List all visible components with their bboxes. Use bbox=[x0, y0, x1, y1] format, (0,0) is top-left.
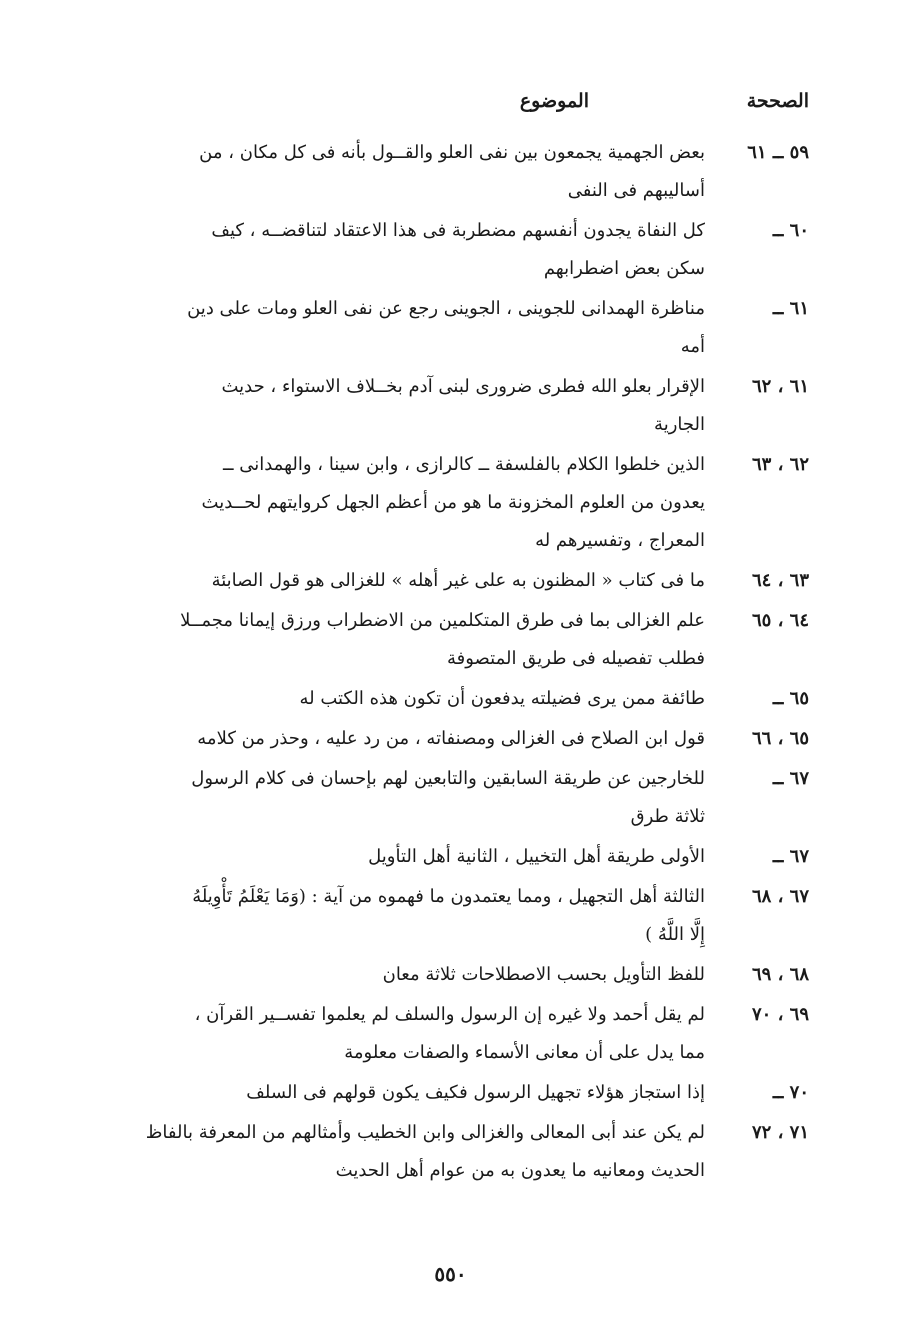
entry-page-range: ٦١ ، ٦٢ bbox=[751, 376, 809, 397]
entry-page-range: ٦٤ ، ٦٥ bbox=[751, 610, 809, 631]
entry-topic-line: إذا استجاز هؤلاء تجهيل الرسول فكيف يكون قولهم فى السلف bbox=[246, 1082, 705, 1103]
entry-topic-line: لم يكن عند أبى المعالى والغزالى وابن الخطيب وأمثالهم من المعرفة بالفاظ bbox=[145, 1122, 705, 1143]
entry-topic-line: لم يقل أحمد ولا غيره إن الرسول والسلف لم يعلموا تفســير القرآن ، bbox=[194, 1004, 705, 1025]
topic-column-heading: الموضوع bbox=[519, 90, 589, 112]
index-entry bbox=[89, 760, 809, 836]
page-number: ٥٥٠ bbox=[434, 1262, 467, 1286]
entry-topic-line: بعض الجهمية يجمعون بين نفى العلو والقــول بأنه فى كل مكان ، من bbox=[199, 142, 705, 163]
entry-topic bbox=[89, 760, 705, 836]
entry-page-range: ٦٥ ــ bbox=[772, 688, 809, 709]
index-entry bbox=[89, 368, 809, 444]
entry-topic-line: قول ابن الصلاح فى الغزالى ومصنفاته ، من رد عليه ، وحذر من كلامه bbox=[197, 728, 705, 749]
index-entry bbox=[89, 996, 809, 1072]
index-entry bbox=[89, 956, 809, 994]
entry-page-range: ٦٧ ــ bbox=[772, 846, 809, 867]
entry-topic bbox=[89, 838, 705, 876]
index-entry bbox=[89, 602, 809, 678]
entry-topic-line: سكن بعض اضطرابهم bbox=[543, 258, 705, 279]
entry-topic-line: الحديث ومعانيه ما يعدون به من عوام أهل الحديث bbox=[335, 1160, 705, 1181]
page-column-heading: الصححة bbox=[746, 90, 809, 112]
entry-topic bbox=[89, 212, 705, 288]
index-entry bbox=[89, 1114, 809, 1190]
entry-topic-line: الأولى طريقة أهل التخييل ، الثانية أهل التأويل bbox=[368, 846, 705, 867]
entry-topic bbox=[89, 562, 705, 600]
index-entry bbox=[89, 720, 809, 758]
index-entries bbox=[89, 134, 809, 1192]
index-entry bbox=[89, 838, 809, 876]
entry-page-range: ٦٢ ، ٦٣ bbox=[751, 454, 809, 475]
index-entry bbox=[89, 446, 809, 560]
entry-topic-line: طائفة ممن يرى فضيلته يدفعون أن تكون هذه الكتب له bbox=[299, 688, 705, 709]
entry-topic-line: ما فى كتاب « المظنون به على غير أهله » للغزالى هو قول الصابئة bbox=[211, 570, 705, 591]
entry-topic bbox=[89, 996, 705, 1072]
entry-topic-line: مناظرة الهمدانى للجوينى ، الجوينى رجع عن نفى العلو ومات على دين bbox=[187, 298, 705, 319]
column-header bbox=[89, 90, 809, 122]
entry-topic-line: مما يدل على أن معانى الأسماء والصفات معلومة bbox=[344, 1042, 705, 1063]
entry-topic bbox=[89, 680, 705, 718]
index-entry bbox=[89, 134, 809, 210]
entry-topic-line: يعدون من العلوم المخزونة ما هو من أعظم الجهل كروايتهم لحــديث bbox=[201, 492, 705, 513]
entry-page-range: ٥٩ ــ ٦١ bbox=[747, 142, 809, 163]
entry-topic-line: المعراج ، وتفسيرهم له bbox=[535, 530, 705, 551]
entry-page-range: ٧٠ ــ bbox=[772, 1082, 809, 1103]
entry-topic bbox=[89, 956, 705, 994]
entry-page-range: ٦٨ ، ٦٩ bbox=[751, 964, 809, 985]
entry-topic-line: إِلَّا اللَّهُ ) bbox=[645, 924, 705, 945]
entry-page-range: ٦٣ ، ٦٤ bbox=[751, 570, 809, 591]
entry-topic-line: فطلب تفصيله فى طريق المتصوفة bbox=[446, 648, 705, 669]
entry-topic-line: الجارية bbox=[654, 414, 705, 435]
entry-page-range: ٦٠ ــ bbox=[772, 220, 809, 241]
entry-topic bbox=[89, 720, 705, 758]
entry-page-range: ٦٧ ــ bbox=[772, 768, 809, 789]
index-entry bbox=[89, 290, 809, 366]
entry-topic-line: ثلاثة طرق bbox=[630, 806, 705, 827]
entry-topic bbox=[89, 602, 705, 678]
entry-topic bbox=[89, 1074, 705, 1112]
index-entry bbox=[89, 680, 809, 718]
entry-topic-line: للفظ التأويل بحسب الاصطلاحات ثلاثة معان bbox=[382, 964, 705, 985]
entry-topic bbox=[89, 446, 705, 560]
entry-topic-line: أمه bbox=[680, 336, 705, 357]
entry-topic-line: الثالثة أهل التجهيل ، ومما يعتمدون ما فهموه من آية : (وَمَا يَعْلَمُ تَأْوِيلَهُ bbox=[192, 886, 705, 907]
entry-topic bbox=[89, 368, 705, 444]
entry-topic-line: أساليبهم فى النفى bbox=[567, 180, 705, 201]
entry-topic bbox=[89, 1114, 705, 1190]
index-entry bbox=[89, 212, 809, 288]
entry-page-range: ٦١ ــ bbox=[772, 298, 809, 319]
entry-topic-line: علم الغزالى بما فى طرق المتكلمين من الاضطراب ورزق إيمانا مجمــلا bbox=[180, 610, 705, 631]
entry-page-range: ٦٧ ، ٦٨ bbox=[751, 886, 809, 907]
entry-topic-line: الذين خلطوا الكلام بالفلسفة ــ كالرازى ، وابن سينا ، والهمدانى ــ bbox=[222, 454, 705, 475]
index-entry bbox=[89, 1074, 809, 1112]
index-entry bbox=[89, 562, 809, 600]
entry-topic-line: الإقرار بعلو الله فطرى ضرورى لبنى آدم بخــلاف الاستواء ، حديث bbox=[221, 376, 705, 397]
entry-topic bbox=[89, 134, 705, 210]
entry-page-range: ٦٩ ، ٧٠ bbox=[751, 1004, 809, 1025]
entry-topic bbox=[89, 878, 705, 954]
index-entry bbox=[89, 878, 809, 954]
entry-topic-line: للخارجين عن طريقة السابقين والتابعين لهم بإحسان فى كلام الرسول bbox=[191, 768, 705, 789]
entry-topic bbox=[89, 290, 705, 366]
entry-page-range: ٦٥ ، ٦٦ bbox=[751, 728, 809, 749]
entry-page-range: ٧١ ، ٧٢ bbox=[751, 1122, 809, 1143]
entry-topic-line: كل النفاة يجدون أنفسهم مضطربة فى هذا الاعتقاد لتناقضــه ، كيف bbox=[211, 220, 705, 241]
